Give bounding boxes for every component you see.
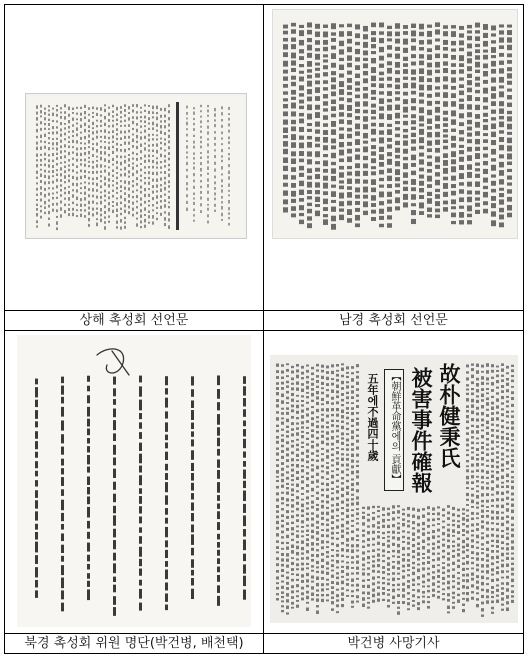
caption-nanjing-declaration: 남경 촉성회 선언문: [339, 313, 448, 328]
beijing-committee-image: [17, 335, 251, 627]
caption-shanghai-declaration: 상해 촉성회 선언문: [79, 313, 189, 328]
shanghai-declaration-image: [25, 93, 247, 239]
newspaper-subhead-box: [384, 369, 404, 491]
death-article-clipping: [270, 355, 518, 623]
caption-beijing-committee: 북경 촉성회 위원 명단(박건병, 배천택): [24, 636, 244, 651]
death-article-panel: [264, 331, 523, 633]
shanghai-declaration-scan: [26, 94, 246, 238]
newspaper-headline-2: 被害事件確報: [409, 367, 434, 493]
beijing-committee-handwriting: [17, 335, 251, 627]
shanghai-declaration-panel: [5, 5, 263, 310]
document-figure-grid: [4, 4, 524, 654]
nanjing-declaration-scan: [273, 10, 517, 238]
nanjing-declaration-panel: [264, 5, 523, 310]
newspaper-headline-1: 故朴健秉氏: [437, 363, 462, 468]
newspaper-subhead: 【朝鮮革命黨에의 貢獻】: [389, 371, 400, 485]
nanjing-declaration-image: [272, 9, 518, 239]
newspaper-subhead-2: 五年에不過四十歲: [366, 373, 379, 461]
beijing-committee-panel: [5, 331, 263, 633]
caption-death-article: 박건병 사망기사: [347, 636, 440, 651]
